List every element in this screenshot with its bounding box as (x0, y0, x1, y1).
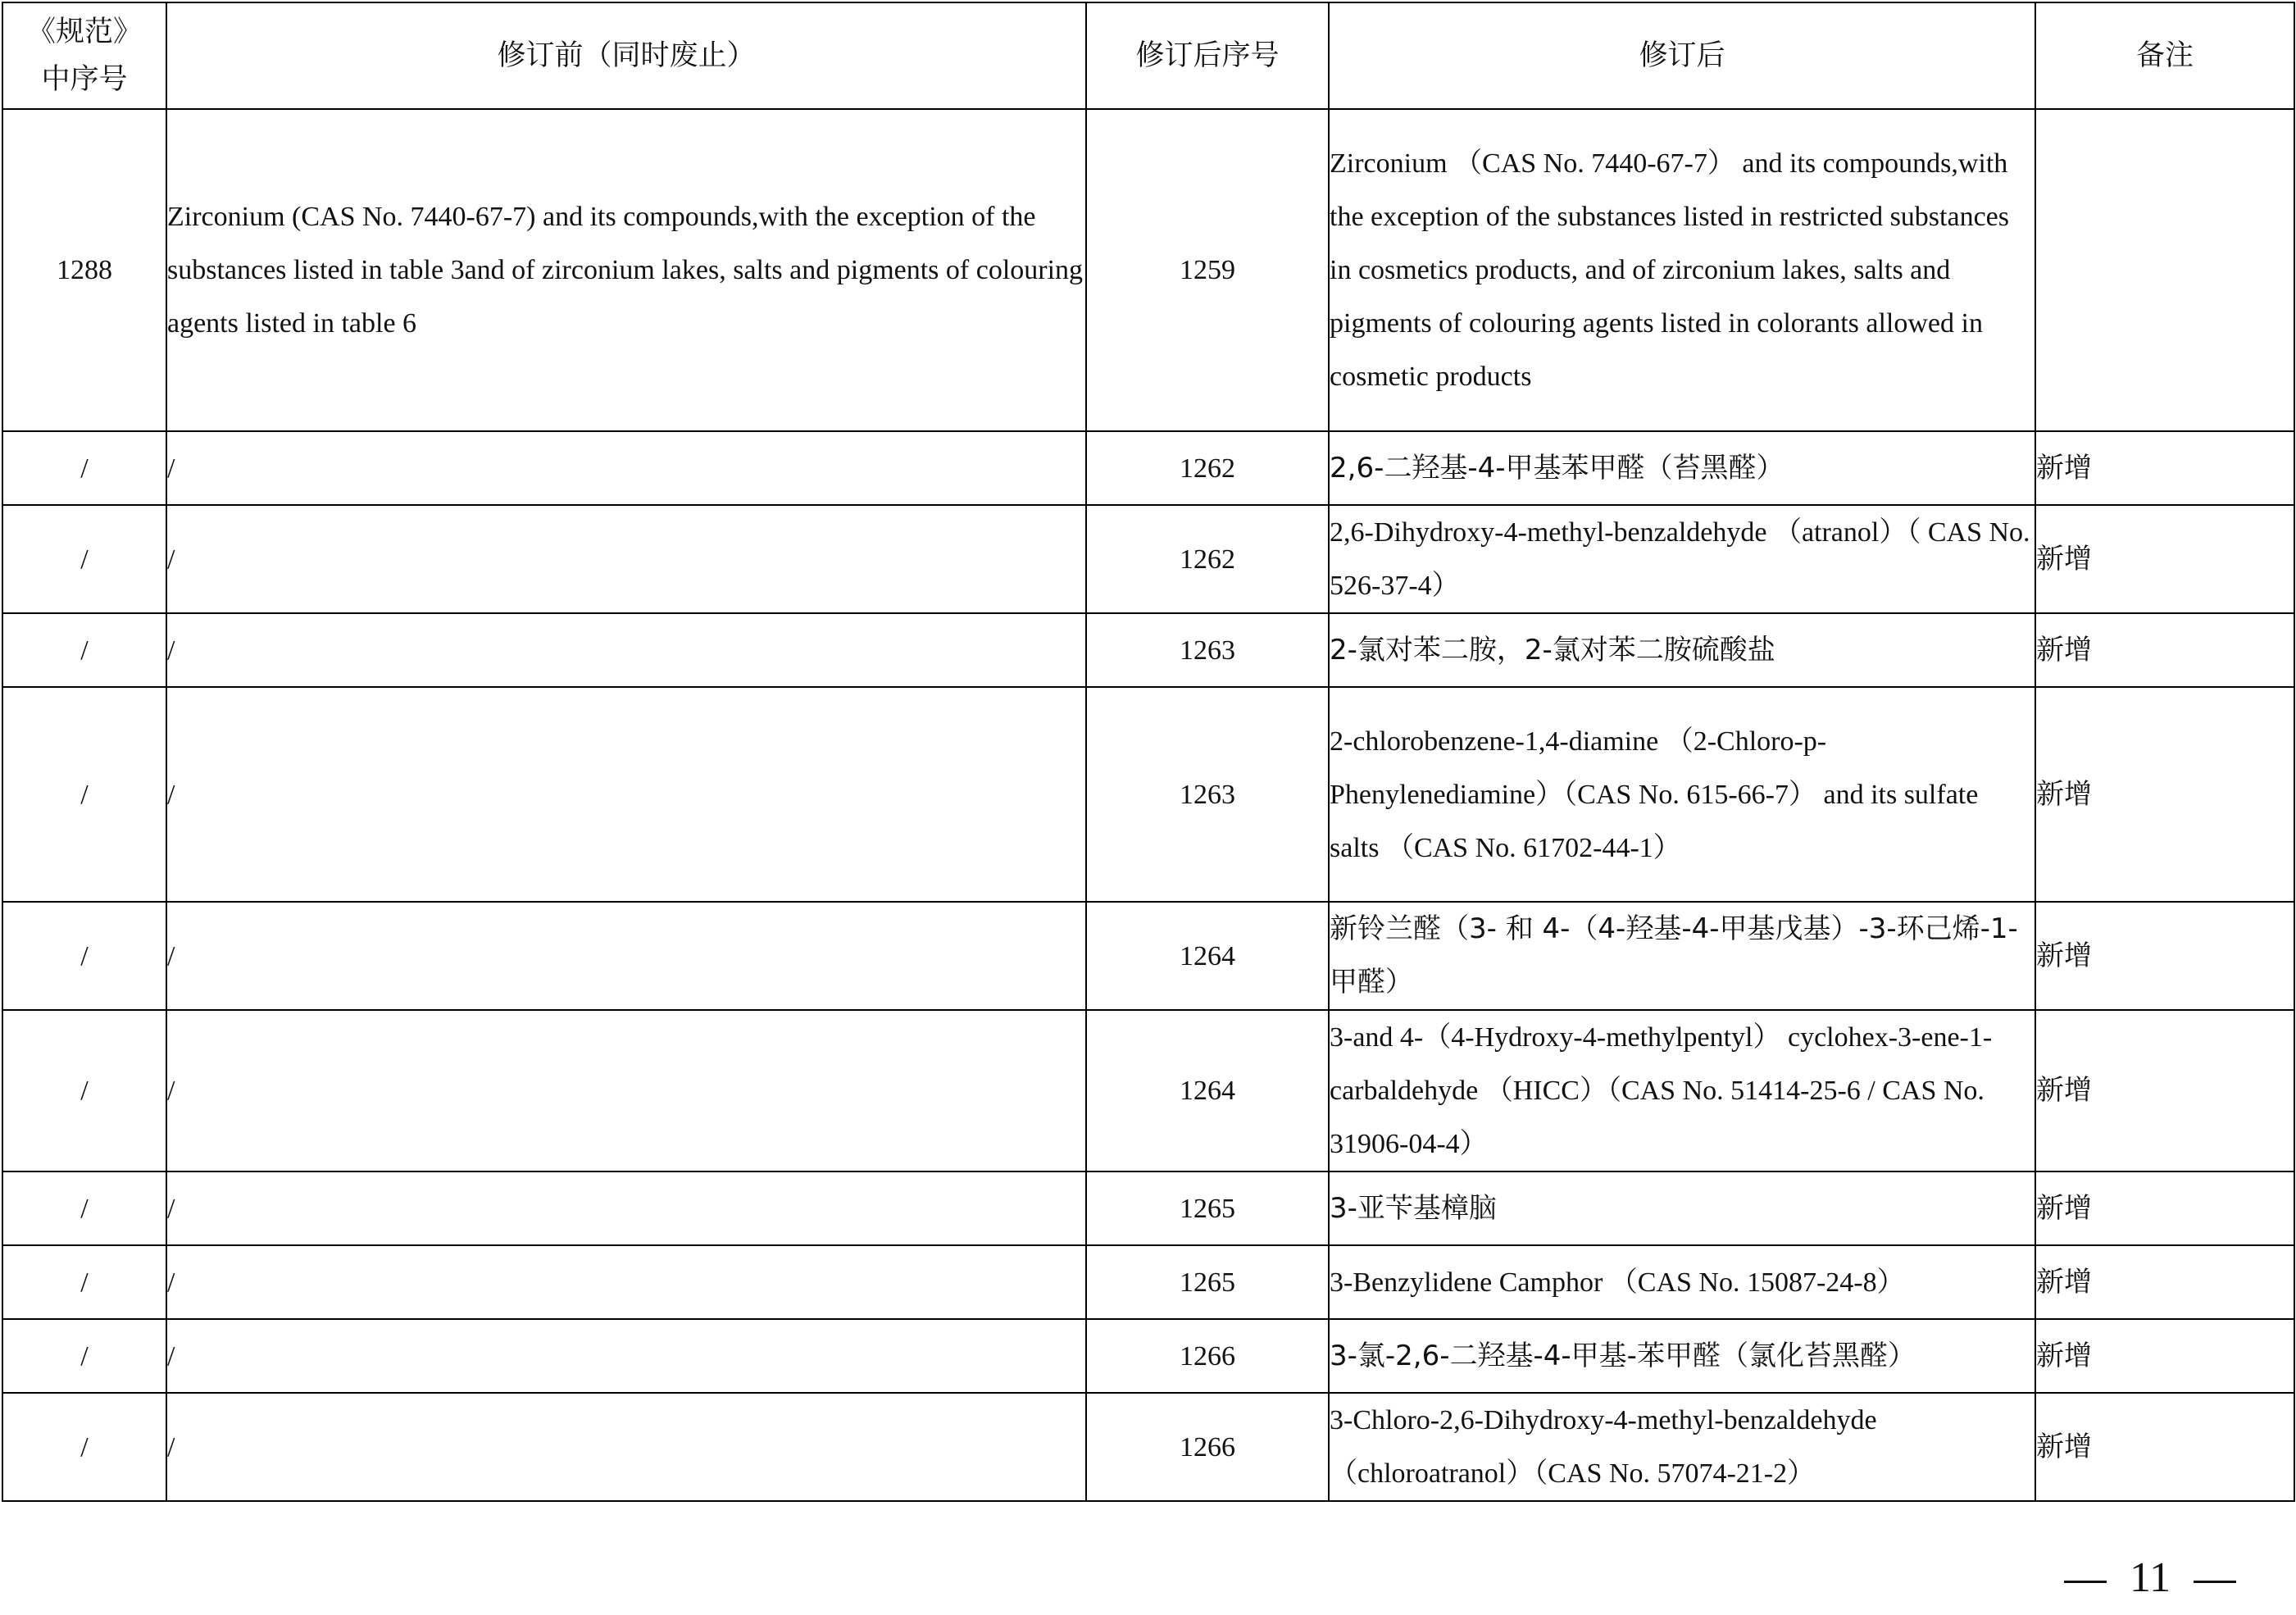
cell-before: / (166, 505, 1086, 613)
cell-before: / (166, 613, 1086, 687)
cell-revised-no: 1266 (1086, 1319, 1329, 1393)
cell-remark (2035, 109, 2294, 431)
header-original-no-line2: 中序号 (41, 63, 128, 96)
cell-revised-no: 1262 (1086, 431, 1329, 505)
table-row (2, 109, 2294, 431)
page-number: 11 (2130, 1554, 2171, 1601)
cell-original-no: / (2, 613, 166, 687)
cell-after: 2,6-Dihydroxy-4-methyl-benzaldehyde （atranol）（ CAS No. 526-37-4） (1329, 505, 2035, 613)
table-row (2, 902, 2294, 1010)
cell-before: Zirconium (CAS No. 7440-67-7) and its compounds,with the exception of the substances listed in table 3and of zirconium lakes, salts and pigments of colouring agents listed in table 6 (166, 109, 1086, 431)
header-revised-no: 修订后序号 (1086, 2, 1329, 109)
cell-remark: 新增 (2035, 505, 2294, 613)
footer-dash-right (2194, 1581, 2236, 1583)
table-row (2, 1010, 2294, 1171)
cell-remark: 新增 (2035, 1171, 2294, 1245)
revision-table (2, 2, 2295, 1502)
cell-after: 3-Benzylidene Camphor （CAS No. 15087-24-8） (1329, 1245, 2035, 1319)
cell-original-no: / (2, 687, 166, 902)
cell-before: / (166, 1010, 1086, 1171)
cell-before: / (166, 1393, 1086, 1501)
cell-before: / (166, 1245, 1086, 1319)
cell-original-no: / (2, 1393, 166, 1501)
page-footer (2041, 1554, 2259, 1602)
cell-original-no: 1288 (2, 109, 166, 431)
table-header-row (2, 2, 2294, 109)
cell-revised-no: 1264 (1086, 1010, 1329, 1171)
cell-revised-no: 1264 (1086, 902, 1329, 1010)
cell-remark: 新增 (2035, 1393, 2294, 1501)
cell-revised-no: 1265 (1086, 1245, 1329, 1319)
header-original-no-line1: 《规范》 (26, 16, 142, 48)
cell-remark: 新增 (2035, 613, 2294, 687)
cell-remark: 新增 (2035, 902, 2294, 1010)
cell-after: 3-亚苄基樟脑 (1329, 1171, 2035, 1245)
footer-dash-left (2064, 1581, 2107, 1583)
cell-after: 3-氯-2,6-二羟基-4-甲基-苯甲醛（氯化苔黑醛） (1329, 1319, 2035, 1393)
cell-before: / (166, 1319, 1086, 1393)
cell-remark: 新增 (2035, 687, 2294, 902)
header-original-no (2, 2, 166, 109)
cell-original-no: / (2, 505, 166, 613)
cell-original-no: / (2, 1171, 166, 1245)
cell-revised-no: 1263 (1086, 687, 1329, 902)
cell-original-no: / (2, 1010, 166, 1171)
cell-before: / (166, 431, 1086, 505)
cell-original-no: / (2, 431, 166, 505)
cell-original-no: / (2, 1319, 166, 1393)
table-row (2, 1393, 2294, 1501)
table-row (2, 431, 2294, 505)
cell-revised-no: 1263 (1086, 613, 1329, 687)
cell-revised-no: 1259 (1086, 109, 1329, 431)
cell-remark: 新增 (2035, 1319, 2294, 1393)
cell-revised-no: 1265 (1086, 1171, 1329, 1245)
cell-remark: 新增 (2035, 1010, 2294, 1171)
cell-after: 新铃兰醛（3- 和 4-（4-羟基-4-甲基戊基）-3-环己烯-1-甲醛） (1329, 902, 2035, 1010)
cell-revised-no: 1262 (1086, 505, 1329, 613)
cell-before: / (166, 687, 1086, 902)
table-row (2, 505, 2294, 613)
table-row (2, 1245, 2294, 1319)
header-remarks: 备注 (2035, 2, 2294, 109)
table-row (2, 1171, 2294, 1245)
cell-original-no: / (2, 902, 166, 1010)
header-before-revision: 修订前（同时废止） (166, 2, 1086, 109)
cell-after: Zirconium （CAS No. 7440-67-7） and its compounds,with the exception of the substances listed in restricted substances in cosmetics products, and of zirconium lakes, salts and pigments of colouring agents listed in colorants allowed in cosmetic products (1329, 109, 2035, 431)
header-after-revision: 修订后 (1329, 2, 2035, 109)
table-row (2, 1319, 2294, 1393)
cell-after: 3-Chloro-2,6-Dihydroxy-4-methyl-benzaldehyde （chloroatranol）（CAS No. 57074-21-2） (1329, 1393, 2035, 1501)
cell-after: 3-and 4-（4-Hydroxy-4-methylpentyl） cyclohex-3-ene-1-carbaldehyde （HICC）（CAS No. 51414-25-6 / CAS No. 31906-04-4） (1329, 1010, 2035, 1171)
table-row (2, 613, 2294, 687)
cell-revised-no: 1266 (1086, 1393, 1329, 1501)
cell-before: / (166, 902, 1086, 1010)
cell-after: 2,6-二羟基-4-甲基苯甲醛（苔黑醛） (1329, 431, 2035, 505)
cell-after: 2-氯对苯二胺，2-氯对苯二胺硫酸盐 (1329, 613, 2035, 687)
table-row (2, 687, 2294, 902)
cell-after: 2-chlorobenzene-1,4-diamine （2-Chloro-p-Phenylenediamine）（CAS No. 615-66-7） and its sulfate salts （CAS No. 61702-44-1） (1329, 687, 2035, 902)
cell-before: / (166, 1171, 1086, 1245)
cell-original-no: / (2, 1245, 166, 1319)
cell-remark: 新增 (2035, 431, 2294, 505)
cell-remark: 新增 (2035, 1245, 2294, 1319)
